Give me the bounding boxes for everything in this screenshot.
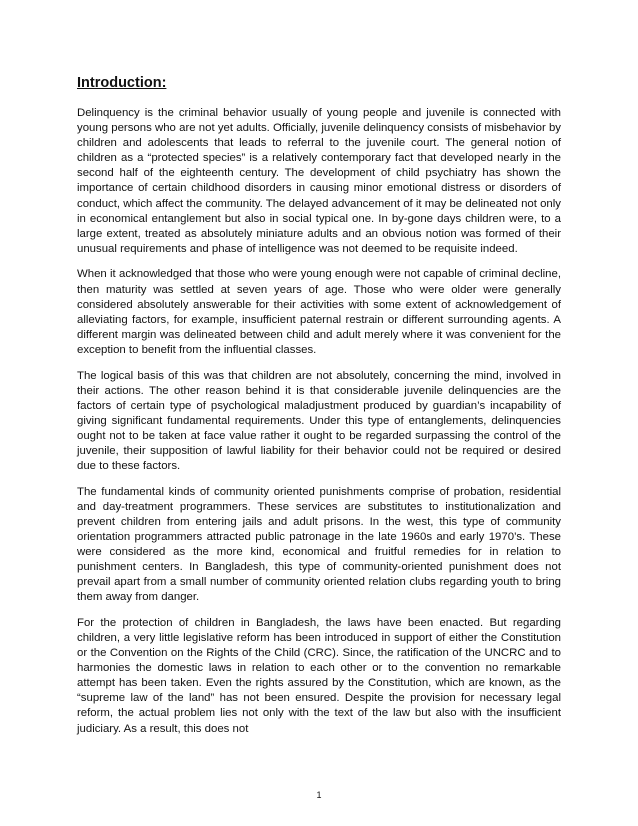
paragraph-1: Delinquency is the criminal behavior usually of young people and juvenile is connected with young persons who are not yet adults. Officially, juvenile delinquency consists of misbehavior by children and adolescents that leads to referral to the juvenile court. The general notion of children as a “protected species” is a relatively contemporary fact that developed nearly in the second half of the eighteenth century. The development of child psychiatry has shown the importance of certain childhood disorders in causing minor emotional distress or disorders of conduct, which affect the community. The delayed advancement of it may be delineated not only in economical entanglement but also in social typical one. In by-gone days children were, to a large extent, treated as absolutely miniature adults and an obvious notion was formed of their unusual requirements and phase of intelligence was not deemed to be requisite indeed. — [77, 107, 561, 255]
page-number: 1 — [316, 790, 322, 800]
paragraph-4: The fundamental kinds of community oriented punishments comprise of probation, residential and day-treatment programmers. These services are substitutes to institutionalization and prevent children from entering jails and adult prisons. In the west, this type of community orientation programmers attracted public patronage in the late 1960s and early 1970’s. These were considered as the more kind, economical and fruitful remedies for in relation to punishment centers. In Bangladesh, this type of community-oriented punishment does not prevail apart from a small number of community oriented relation clubs regarding youth to bring them away from danger. — [77, 485, 561, 604]
paragraph-3: The logical basis of this was that children are not absolutely, concerning the mind, involved in their actions. The other reason behind it is that considerable juvenile delinquencies are the factors of certain type of psychological maladjustment produced by guardian’s incapability of giving significant fundamental requirements. Under this type of entanglements, delinquencies ought not to be taken at face value rather it ought to be regarded surpassing the control of the juvenile, their supposition of lawful liability for their behavior could not be required or desired due to these factors. — [77, 369, 561, 473]
page-content — [77, 74, 561, 747]
section-heading: Introduction: — [77, 75, 167, 91]
paragraph-5: For the protection of children in Bangladesh, the laws have been enacted. But regarding children, a very little legislative reform has been introduced in support of either the Constitution or the Convention on the Rights of the Child (CRC). Since, the ratification of the UNCRC and to harmonies the domestic laws in relation to each other or to the convention no remarkable attempt has been taken. Even the rights assured by the Constitution, which are known, as the “supreme law of the land” has not been ensured. Despite the provision for necessary legal reform, the actual problem lies not only with the text of the law but also with the insufficient judiciary. As a result, this does not — [77, 616, 561, 735]
paragraph-2: When it acknowledged that those who were young enough were not capable of criminal decline, then maturity was settled at seven years of age. Those who were older were generally considered absolutely answerable for their activities with some extent of acknowledgement of alleviating factors, for example, insufficient paternal restrain or different surrounding agents. A different margin was delineated between child and adult merely where it was convenient for the exception to benefit from the influential classes. — [77, 268, 561, 356]
